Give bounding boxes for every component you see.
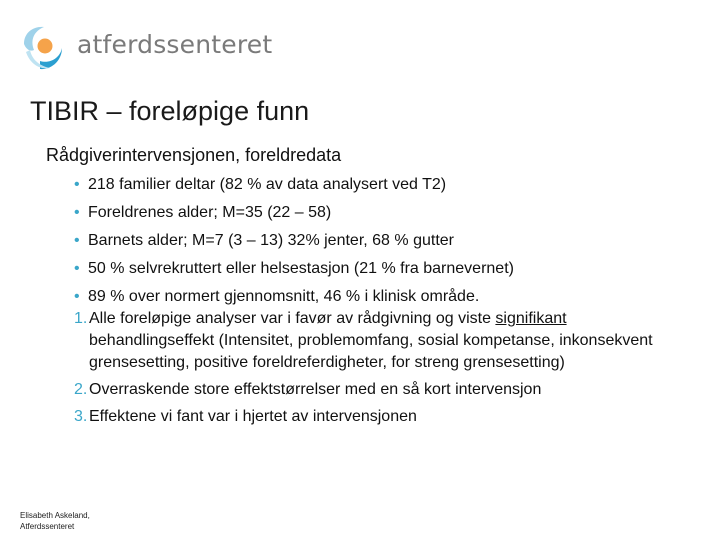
item-text: Effektene vi fant var i hjertet av intervensjonen [89,408,417,425]
bullet-item [72,285,672,309]
slide-subheading: Rådgiverintervensjonen, foreldredata [46,145,342,165]
footer-org: Atferdssenteret [20,522,75,531]
bullet-text: Barnets alder; M=7 (3 – 13) 32% jenter, 68 % gutter [88,232,454,249]
atferdssenteret-logo-icon [20,24,66,72]
brand-wordmark: atferdssenteret [77,30,273,59]
item-number: 2. [74,381,88,398]
bullet-text: 89 % over normert gjennomsnitt, 46 % i klinisk område. [88,288,480,305]
numbered-item [74,379,674,401]
bullet-icon: • [74,232,80,249]
item-number: 1. [74,310,88,327]
brand-logo [20,24,273,74]
bullet-text: 218 familier deltar (82 % av data analysert ved T2) [88,176,447,193]
bullet-icon: • [74,204,80,221]
bullet-list [72,173,672,313]
bullet-item [72,201,672,225]
emphasis-text: signifikant [495,310,567,327]
bullet-item [72,173,672,197]
bullet-item [72,229,672,253]
footer-author: Elisabeth Askeland, [20,511,90,520]
bullet-icon: • [74,288,80,305]
footer-credit [20,510,90,532]
numbered-list [74,308,674,433]
numbered-item [74,406,674,428]
bullet-icon: • [74,260,80,277]
bullet-icon: • [74,176,80,193]
bullet-text: 50 % selvrekruttert eller helsestasjon (21 % fra barnevernet) [88,260,514,277]
item-number: 3. [74,408,88,425]
bullet-item [72,257,672,281]
item-text-end: behandlingseffekt (Intensitet, problemomfang, sosial kompetanse, inkonsekvent grensesetting, positive foreldreferdigheter, for streng grensesetting) [89,332,653,371]
item-text [89,308,674,374]
slide-title: TIBIR – foreløpige funn [30,96,310,126]
item-text-start: Alle foreløpige analyser var i favør av rådgivning og viste [89,310,496,327]
numbered-item [74,308,674,374]
bullet-text: Foreldrenes alder; M=35 (22 – 58) [88,204,332,221]
item-text: Overraskende store effektstørrelser med en så kort intervensjon [89,381,542,398]
